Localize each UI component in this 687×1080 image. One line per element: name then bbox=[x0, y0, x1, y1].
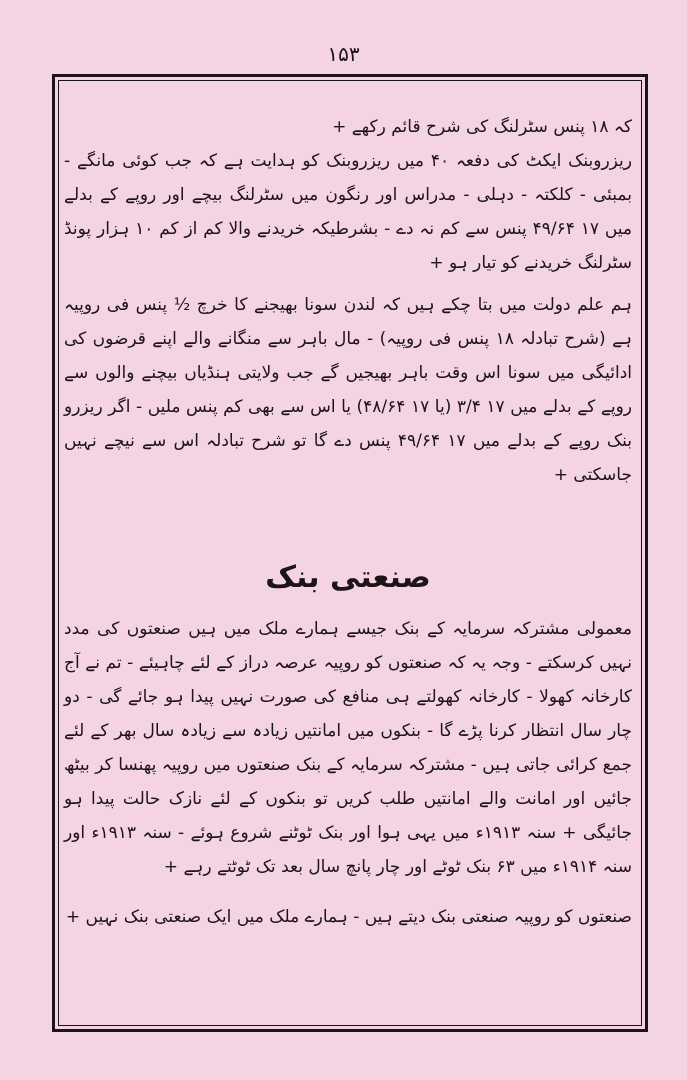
text-block-gold-export bbox=[64, 288, 632, 492]
text-block-closing bbox=[64, 900, 632, 934]
section-heading: صنعتی بنک bbox=[265, 560, 431, 595]
paragraph-4: معمولی مشترکہ سرمایہ کے بنک جیسے ہمارے ملک میں ہیں صنعتوں کی مدد نہیں کرسکتے - وجہ یہ کہ صنعتوں کو روپیہ عرصہ دراز کے لئے چاہیئے - تم نے آج کارخانہ کھولا - کارخانہ کھولتے ہی منافع کی صورت نہیں پیدا ہو جائے گی - دو چار سال انتظار کرنا پڑے گا - بنکوں میں امانتیں زیادہ سے زیادہ سال بھر کے لئے جمع کرائی جاتی ہیں - مشترکہ سرمایہ کے بنک صنعتوں میں روپیہ پھنسا کر بیٹھ جائیں اور امانت والے امانتیں طلب کریں تو بنکوں کے لئے نازک حالت پیدا ہو جائیگی + سنہ ۱۹۱۳ء میں یہی ہوا اور بنک ٹوٹنے شروع ہوئے - سنہ ۱۹۱۳ء اور سنہ ۱۹۱۴ء میں ۶۳ بنک ٹوٹے اور چار پانچ سال بعد تک ٹوٹتے رہے + bbox=[64, 619, 632, 877]
text-block-industrial-banks bbox=[64, 612, 632, 884]
paragraph-1: کہ ۱۸ پنس سٹرلنگ کی شرح قائم رکھے + bbox=[332, 117, 632, 137]
paragraph-3: ہم علم دولت میں بتا چکے ہیں کہ لندن سونا بھیجنے کا خرچ ½ پنس فی روپیہ ہے (شرح تبادلہ ۱۸ پنس فی روپیہ) - مال باہر سے منگانے والے اپنے قرضوں کی ادائیگی میں سونا اس وقت باہر بھیجیں گے جب ولایتی ہنڈیاں بیچنے والوں سے روپے کے بدلے میں ۱۷ ۳/۴ (یا ۱۷ ۴۸/۶۴) یا اس سے بھی کم پنس ملیں - اگر ریزرو بنک روپے کے بدلے میں ۱۷ ۴۹/۶۴ پنس دے گا تو شرح تبادلہ اس سے نیچے نہیں جاسکتی + bbox=[64, 295, 633, 485]
paragraph-5: صنعتوں کو روپیہ صنعتی بنک دیتے ہیں - ہمارے ملک میں ایک صنعتی بنک نہیں + bbox=[65, 907, 632, 927]
page-number: ۱۵۳ bbox=[327, 42, 360, 66]
text-block-opening bbox=[64, 110, 632, 280]
paragraph-2: ریزروبنک ایکٹ کی دفعہ ۴۰ میں ریزروبنک کو ہدایت ہے کہ جب کوئی مانگے - بمبئی - کلکتہ - دہلی - مدراس اور رنگون میں سٹرلنگ بیچے اور روپے کے بدلے میں ۱۷ ۴۹/۶۴ پنس سے کم نہ دے - بشرطیکہ خریدنے والا کم از کم ۱۰ ہزار پونڈ سٹرلنگ خریدنے کو تیار ہو + bbox=[64, 151, 632, 273]
